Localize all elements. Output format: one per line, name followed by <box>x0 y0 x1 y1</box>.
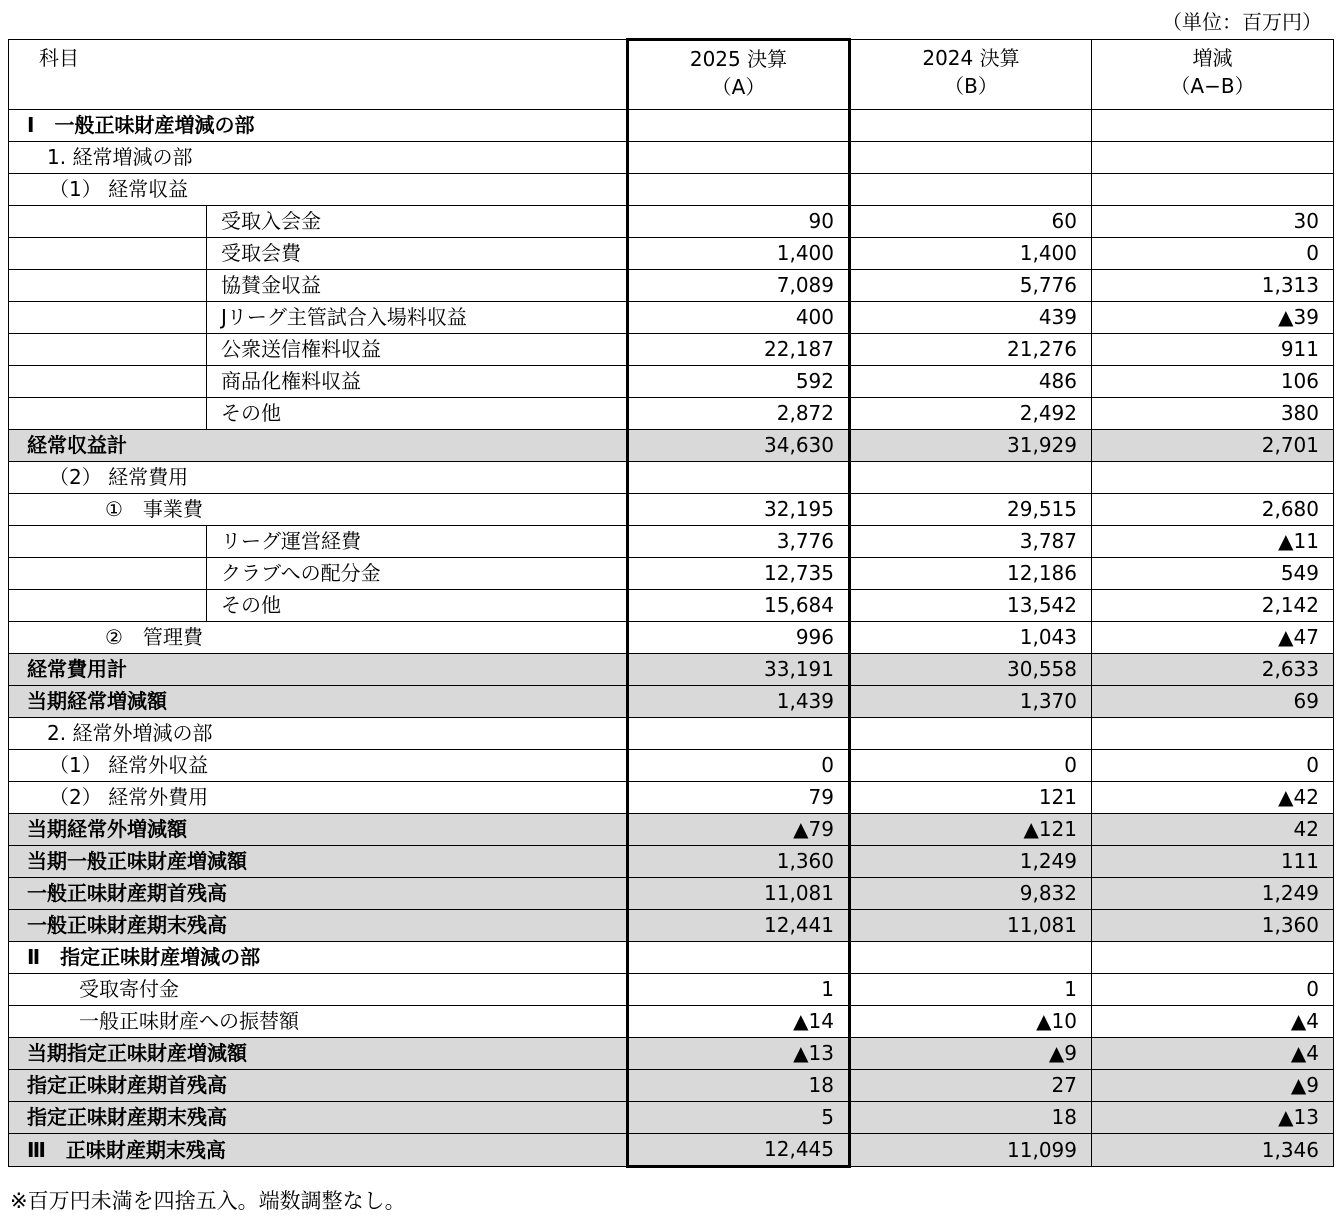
row-label: 商品化権料収益 <box>207 366 628 398</box>
table-row <box>9 526 1334 558</box>
row-indent-cell <box>9 366 207 398</box>
value-2024: 1,043 <box>850 622 1092 654</box>
row-label: 一般正味財産期首残高 <box>9 878 628 910</box>
value-2024: 13,542 <box>850 590 1092 622</box>
value-2024: 486 <box>850 366 1092 398</box>
row-label: （2） 経常費用 <box>9 462 628 494</box>
value-diff <box>1092 462 1334 494</box>
table-row <box>9 366 1334 398</box>
value-diff: 2,701 <box>1092 430 1334 462</box>
value-2024: 1,249 <box>850 846 1092 878</box>
value-2024: 3,787 <box>850 526 1092 558</box>
header-col-diff <box>1092 40 1334 110</box>
value-2024: ▲10 <box>850 1006 1092 1038</box>
row-label: 当期経常増減額 <box>9 686 628 718</box>
value-2024: 60 <box>850 206 1092 238</box>
row-indent-cell <box>9 398 207 430</box>
table-row <box>9 814 1334 846</box>
value-2025: 15,684 <box>628 590 850 622</box>
value-2025 <box>628 174 850 206</box>
value-2025: 1,400 <box>628 238 850 270</box>
row-label: Ⅱ 指定正味財産増減の部 <box>9 942 628 974</box>
row-label: 一般正味財産への振替額 <box>9 1006 628 1038</box>
table-row <box>9 654 1334 686</box>
value-2024 <box>850 718 1092 750</box>
value-diff: ▲13 <box>1092 1102 1334 1134</box>
row-label: 当期経常外増減額 <box>9 814 628 846</box>
value-2024: 1 <box>850 974 1092 1006</box>
row-label: 当期指定正味財産増減額 <box>9 1038 628 1070</box>
value-2024 <box>850 942 1092 974</box>
header-col-b-year: 2024 決算 <box>922 46 1020 70</box>
value-2025: 5 <box>628 1102 850 1134</box>
row-label: （2） 経常外費用 <box>9 782 628 814</box>
table-row <box>9 622 1334 654</box>
value-2024: 31,929 <box>850 430 1092 462</box>
value-2025: 1 <box>628 974 850 1006</box>
value-2025 <box>628 462 850 494</box>
value-2025: 12,445 <box>628 1134 850 1167</box>
value-2024 <box>850 462 1092 494</box>
row-label: 1. 経常増減の部 <box>9 142 628 174</box>
table-row <box>9 590 1334 622</box>
table-row <box>9 206 1334 238</box>
table-row <box>9 334 1334 366</box>
value-diff: 111 <box>1092 846 1334 878</box>
value-diff <box>1092 110 1334 142</box>
value-2024: 439 <box>850 302 1092 334</box>
row-label: （1） 経常外収益 <box>9 750 628 782</box>
table-row <box>9 1070 1334 1102</box>
header-col-a-year: 2025 決算 <box>689 47 788 71</box>
table-row <box>9 494 1334 526</box>
value-2025: 996 <box>628 622 850 654</box>
table-row <box>9 1134 1334 1167</box>
row-indent-cell <box>9 526 207 558</box>
table-row <box>9 1102 1334 1134</box>
value-diff: 30 <box>1092 206 1334 238</box>
value-2024: 21,276 <box>850 334 1092 366</box>
table-body <box>9 110 1334 1167</box>
value-2024 <box>850 142 1092 174</box>
table-row <box>9 974 1334 1006</box>
value-diff: 1,346 <box>1092 1134 1334 1167</box>
value-diff: 69 <box>1092 686 1334 718</box>
value-2024 <box>850 174 1092 206</box>
value-diff <box>1092 142 1334 174</box>
table-row <box>9 942 1334 974</box>
value-2025: 18 <box>628 1070 850 1102</box>
value-diff: ▲47 <box>1092 622 1334 654</box>
value-2024: 12,186 <box>850 558 1092 590</box>
footnote: ※百万円未満を四捨五入。端数調整なし。 <box>10 1189 406 1213</box>
value-diff <box>1092 942 1334 974</box>
value-2025: 2,872 <box>628 398 850 430</box>
value-diff: 2,680 <box>1092 494 1334 526</box>
value-2025 <box>628 142 850 174</box>
value-diff: ▲4 <box>1092 1006 1334 1038</box>
header-col-a-code: （A） <box>711 75 766 99</box>
value-2024: 9,832 <box>850 878 1092 910</box>
value-diff: 1,360 <box>1092 910 1334 942</box>
row-label: 当期一般正味財産増減額 <box>9 846 628 878</box>
row-label: その他 <box>207 590 628 622</box>
value-2025: 32,195 <box>628 494 850 526</box>
table-row <box>9 1038 1334 1070</box>
row-label: 受取入会金 <box>207 206 628 238</box>
value-2024: 1,370 <box>850 686 1092 718</box>
row-label: ① 事業費 <box>9 494 628 526</box>
value-diff: 0 <box>1092 974 1334 1006</box>
row-indent-cell <box>9 334 207 366</box>
value-2024: 30,558 <box>850 654 1092 686</box>
table-row <box>9 462 1334 494</box>
row-label: クラブへの配分金 <box>207 558 628 590</box>
value-2025: 592 <box>628 366 850 398</box>
value-2024: ▲121 <box>850 814 1092 846</box>
row-label: 受取会費 <box>207 238 628 270</box>
value-2025: 12,441 <box>628 910 850 942</box>
row-label: 指定正味財産期首残高 <box>9 1070 628 1102</box>
row-label: その他 <box>207 398 628 430</box>
value-diff: ▲39 <box>1092 302 1334 334</box>
table-row <box>9 398 1334 430</box>
table-row <box>9 1006 1334 1038</box>
row-label: リーグ運営経費 <box>207 526 628 558</box>
row-label: 協賛金収益 <box>207 270 628 302</box>
value-2024: 1,400 <box>850 238 1092 270</box>
value-2024: 2,492 <box>850 398 1092 430</box>
table-row <box>9 270 1334 302</box>
value-2025: 12,735 <box>628 558 850 590</box>
row-label: Jリーグ主管試合入場料収益 <box>207 302 628 334</box>
table-row <box>9 750 1334 782</box>
value-2025: 11,081 <box>628 878 850 910</box>
row-indent-cell <box>9 206 207 238</box>
row-label: 受取寄付金 <box>9 974 628 1006</box>
row-indent-cell <box>9 590 207 622</box>
header-item: 科目 <box>9 40 628 110</box>
value-2024: 0 <box>850 750 1092 782</box>
row-indent-cell <box>9 558 207 590</box>
row-label: （1） 経常収益 <box>9 174 628 206</box>
table-row <box>9 238 1334 270</box>
row-label: 一般正味財産期末残高 <box>9 910 628 942</box>
value-2025: 79 <box>628 782 850 814</box>
row-label: ② 管理費 <box>9 622 628 654</box>
value-diff: 2,142 <box>1092 590 1334 622</box>
value-diff: 1,313 <box>1092 270 1334 302</box>
value-2025: 90 <box>628 206 850 238</box>
row-label: 公衆送信権料収益 <box>207 334 628 366</box>
row-indent-cell <box>9 238 207 270</box>
table-row <box>9 142 1334 174</box>
row-label: Ⅰ 一般正味財産増減の部 <box>9 110 628 142</box>
value-2024: 11,099 <box>850 1134 1092 1167</box>
value-2025: 22,187 <box>628 334 850 366</box>
value-2024: 18 <box>850 1102 1092 1134</box>
value-2025: ▲13 <box>628 1038 850 1070</box>
table-row <box>9 174 1334 206</box>
value-diff: 0 <box>1092 750 1334 782</box>
value-2025 <box>628 718 850 750</box>
header-row <box>9 40 1334 110</box>
table-row <box>9 846 1334 878</box>
table-row <box>9 686 1334 718</box>
value-2025: 0 <box>628 750 850 782</box>
value-2025: 7,089 <box>628 270 850 302</box>
value-2024: 27 <box>850 1070 1092 1102</box>
value-diff: 106 <box>1092 366 1334 398</box>
value-2025: 1,360 <box>628 846 850 878</box>
value-2025 <box>628 110 850 142</box>
table-row <box>9 782 1334 814</box>
value-2025: 1,439 <box>628 686 850 718</box>
value-2025: 34,630 <box>628 430 850 462</box>
value-diff: ▲4 <box>1092 1038 1334 1070</box>
value-2024: 29,515 <box>850 494 1092 526</box>
value-diff <box>1092 174 1334 206</box>
table-row <box>9 430 1334 462</box>
header-col-b <box>850 40 1092 110</box>
value-diff: 380 <box>1092 398 1334 430</box>
unit-label: （単位：百万円） <box>1162 10 1322 34</box>
row-label: 経常収益計 <box>9 430 628 462</box>
table-row <box>9 878 1334 910</box>
header-col-diff-code: （A−B） <box>1170 74 1255 98</box>
value-2025: ▲79 <box>628 814 850 846</box>
row-indent-cell <box>9 270 207 302</box>
value-diff: ▲42 <box>1092 782 1334 814</box>
value-2025: 3,776 <box>628 526 850 558</box>
value-diff: ▲11 <box>1092 526 1334 558</box>
header-col-diff-title: 増減 <box>1192 46 1233 70</box>
table-row <box>9 302 1334 334</box>
value-2024 <box>850 110 1092 142</box>
value-diff: 42 <box>1092 814 1334 846</box>
header-col-b-code: （B） <box>944 74 998 98</box>
header-col-a <box>628 40 850 110</box>
table-row <box>9 110 1334 142</box>
value-diff: ▲9 <box>1092 1070 1334 1102</box>
value-2025: 400 <box>628 302 850 334</box>
row-label: 経常費用計 <box>9 654 628 686</box>
value-diff: 2,633 <box>1092 654 1334 686</box>
table-row <box>9 558 1334 590</box>
value-2024: ▲9 <box>850 1038 1092 1070</box>
value-diff: 549 <box>1092 558 1334 590</box>
table-row <box>9 718 1334 750</box>
row-label: 指定正味財産期末残高 <box>9 1102 628 1134</box>
value-2024: 11,081 <box>850 910 1092 942</box>
value-2025: ▲14 <box>628 1006 850 1038</box>
value-2024: 5,776 <box>850 270 1092 302</box>
row-indent-cell <box>9 302 207 334</box>
row-label: Ⅲ 正味財産期末残高 <box>9 1134 628 1167</box>
table-row <box>9 910 1334 942</box>
value-diff <box>1092 718 1334 750</box>
financial-statement-table <box>8 38 1334 1168</box>
value-diff: 911 <box>1092 334 1334 366</box>
value-2025: 33,191 <box>628 654 850 686</box>
value-diff: 1,249 <box>1092 878 1334 910</box>
row-label: 2. 経常外増減の部 <box>9 718 628 750</box>
value-2025 <box>628 942 850 974</box>
value-diff: 0 <box>1092 238 1334 270</box>
value-2024: 121 <box>850 782 1092 814</box>
